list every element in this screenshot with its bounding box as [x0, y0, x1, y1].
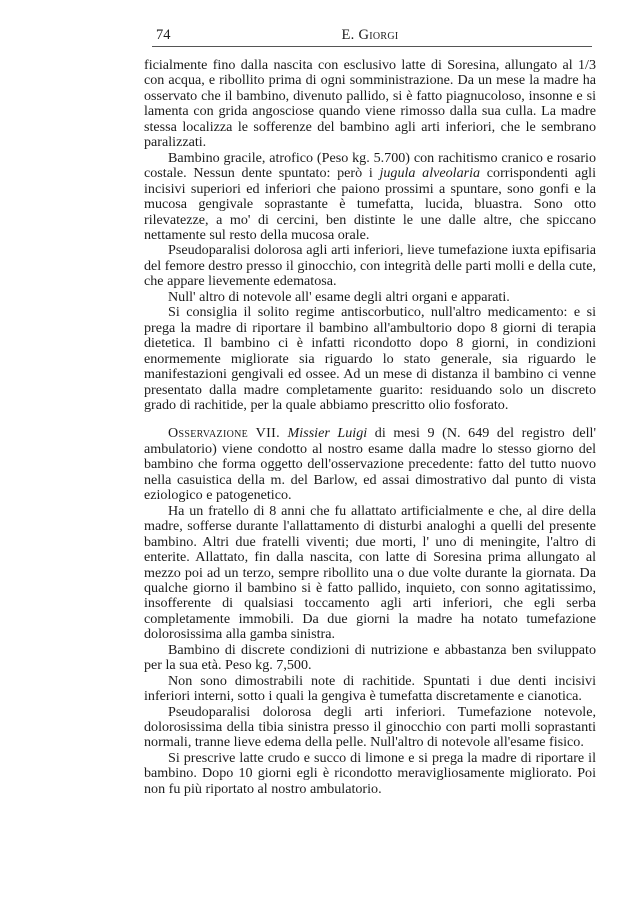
- text-run: di mesi 9 (N. 649 del registro dell' ambulatorio) viene condotto al nostro esame dalla madre lo stesso giorno del bambino che forma oggetto dell'osservazione precedente: fatto del tutto nuovo nella casuistica della m. del Barlow, ed assai dimostrativo dal punto di vista eziologico e patogenetico.: [144, 425, 596, 504]
- paragraph: Si consiglia il solito regime antiscorbutico, null'altro medicamento: e si prega la madre di riportare il bambino all'ambultorio dopo 8 giorni di terapia dietetica. Il bambino ci è infatti ricondotto dopo 8 giorni, in condizioni enormemente migliorate sia riguardo lo stato generale, sia riguardo le manifestazioni gengivali ed ossee. Ad un mese di distanza il bambino ci venne presentato dalla madre completamente guarito: residuando solo un discreto grado di rachitide, per la quale abbiamo prescritto olio fosforato.: [144, 304, 596, 413]
- paragraph: Si prescrive latte crudo e succo di limone e si prega la madre di riportare il bambino. Dopo 10 giorni egli è ricondotto meravigliosamente migliorato. Poi non fu più riportato al nostro ambulatorio.: [144, 749, 596, 797]
- paragraph: Non sono dimostrabili note di rachitide. Spuntati i due denti incisivi inferiori interni, sotto i quali la gengiva è tumefatta discretamente e cianotica.: [144, 672, 596, 705]
- observation-label: Osservazione VII.: [168, 425, 280, 442]
- text-run: Bambino gracile, atrofico (Peso kg. 5.700) con rachitismo cranico e rosario costale. Nessun dente spuntato: però i: [144, 149, 596, 182]
- paragraph: Null' altro di notevole all' esame degli altri organi e apparati.: [168, 288, 510, 305]
- running-head: E. Giorgi: [341, 27, 399, 43]
- paragraph: Pseudoparalisi dolorosa agli arti inferiori, lieve tumefazione iuxta epifisaria del femore destro presso il ginocchio, con integrità delle parti molli e della cute, che appare lievemente edematosa.: [144, 242, 596, 290]
- text-run: corrispondenti agli incisivi superiori ed inferiori che paiono prossimi a spuntare, sono gonfi e la mucosa gengivale soprastante è tumefatta, lucida, bluastra. Sono otto rilevatezze, a mo' di cercini, ben distinte le une dalle altre, che spiccano nettamente sul resto della mucosa orale.: [144, 165, 596, 243]
- paragraph: [144, 151, 596, 244]
- patient-name: Missier Luigi: [287, 425, 368, 442]
- observation-heading-paragraph: [144, 426, 596, 503]
- paragraph: ficialmente fino dalla nascita con esclusivo latte di Soresina, allungato al 1/3 con acqua, e ribollito prima di ogni somministrazione. Da un mese la madre ha osservato che il bambino, divenuto pallido, si è fatto piagnucoloso, insonne e si lamenta con grida angosciose quando viene rimosso dalla sua culla. La madre stessa localizza le sofferenze del bambino agli arti inferiori, che le sembrano paralizzati.: [144, 57, 596, 151]
- paragraph: Ha un fratello di 8 anni che fu allattato artificialmente e che, al dire della madre, sofferse durante l'allattamento di disturbi analoghi a quelli del presente bambino. Altri due fratelli viventi; due morti, l' uno di meningite, l'altro di enterite. Allattato, fin dalla nascita, con latte di Soresina prima allungato al mezzo poi ad un terzo, sempre ribollito una o due volte durante la giornata. Da qualche giorno il bambino si è fatto pallido, inquieto, con sonno agitatissimo, insofferente di qualsiasi toccamento agli arti inferiori, che egli serba completamente immobili. Da due giorni la madre ha notato tumefazione dolorosissima alla gamba sinistra.: [144, 502, 596, 643]
- paragraph: Bambino di discrete condizioni di nutrizione e abbastanza ben sviluppato per la sua età. Peso kg. 7,500.: [144, 641, 596, 674]
- body-text: [144, 58, 596, 797]
- header-rule: [152, 46, 592, 47]
- page-header: [144, 22, 596, 48]
- paragraph: Pseudoparalisi dolorosa degli arti inferiori. Tumefazione notevole, dolorosissima della tibia sinistra presso il ginocchio con parti molli soprastanti normali, tranne lieve edema della pelle. Null'altro di notevole all'esame fisico.: [144, 703, 596, 751]
- italic-term: jugula alveolaria: [379, 165, 481, 182]
- page-number: 74: [156, 27, 171, 43]
